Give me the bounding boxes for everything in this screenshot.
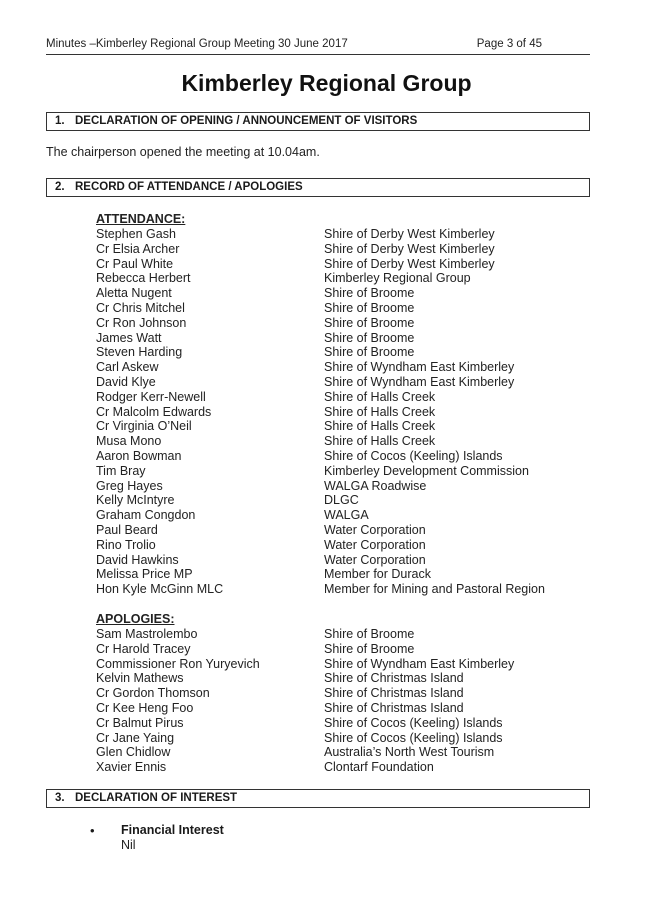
section-3-box [46,789,590,808]
person-name: Musa Mono [96,434,162,449]
attendance-row [96,227,596,242]
section-2-number: 2. [55,181,65,193]
organisation-name: Kimberley Regional Group [324,271,471,286]
bullet-icon: • [90,823,95,838]
person-name: Cr Paul White [96,256,174,271]
organisation-name: Shire of Wyndham East Kimberley [324,656,515,671]
attendance-row [96,360,596,375]
organisation-name: Shire of Christmas Island [324,700,464,715]
attendance-rows [96,227,596,597]
organisation-name: Shire of Broome [324,315,415,330]
apology-row [96,716,596,731]
person-name: Rodger Kerr-Newell [96,389,206,404]
person-name: Steven Harding [96,345,183,360]
organisation-name: Kimberley Development Commission [324,463,529,478]
organisation-name: Shire of Halls Creek [324,389,436,404]
person-name: Cr Ron Johnson [96,315,187,330]
organisation-name: Shire of Christmas Island [324,671,464,686]
apology-row [96,745,596,760]
person-name: Tim Bray [96,463,146,478]
organisation-name: Australia’s North West Tourism [324,745,495,760]
attendance-row [96,331,596,346]
attendance-row [96,286,596,301]
organisation-name: Shire of Broome [324,300,415,315]
person-name: Cr Harold Tracey [96,641,191,656]
section-1-title: DECLARATION OF OPENING / ANNOUNCEMENT OF VISITORS [75,115,418,127]
person-name: Cr Elsia Archer [96,241,180,256]
person-name: Kelly McIntyre [96,493,175,508]
person-name: Stephen Gash [96,227,176,241]
page-header [46,38,590,50]
organisation-name: Shire of Broome [324,345,415,360]
apology-row [96,731,596,746]
financial-interest-value: Nil [121,838,136,852]
person-name: Cr Kee Heng Foo [96,700,194,715]
attendance-row [96,479,596,494]
organisation-name: Shire of Broome [324,330,415,345]
attendance-row [96,345,596,360]
organisation-name: Member for Durack [324,567,431,582]
person-name: Cr Gordon Thomson [96,686,210,701]
person-name: Melissa Price MP [96,567,193,582]
header-page-number: Page 3 of 45 [476,38,542,50]
section-2-box [46,178,590,197]
attendance-row [96,271,596,286]
organisation-name: Shire of Broome [324,286,415,301]
organisation-name: Shire of Cocos (Keeling) Islands [324,448,503,463]
attendance-row [96,523,596,538]
apology-row [96,642,596,657]
section-2-title: RECORD OF ATTENDANCE / APOLOGIES [75,181,303,193]
apology-row [96,701,596,716]
organisation-name: Water Corporation [324,537,426,552]
apologies-heading: APOLOGIES: [96,612,175,626]
organisation-name: DLGC [324,493,359,508]
document-title: Kimberley Regional Group [181,70,472,96]
organisation-name: WALGA [324,508,369,523]
attendance-list [96,211,596,597]
attendance-row [96,464,596,479]
person-name: Cr Jane Yaing [96,730,175,745]
organisation-name: Shire of Derby West Kimberley [324,227,495,241]
person-name: Aaron Bowman [96,448,182,463]
financial-interest-title: Financial Interest [121,823,224,837]
organisation-name: Shire of Wyndham East Kimberley [324,360,515,375]
person-name: Greg Hayes [96,478,163,493]
attendance-row [96,390,596,405]
section-3-title: DECLARATION OF INTEREST [75,792,238,804]
person-name: Cr Chris Mitchel [96,300,185,315]
person-name: Graham Congdon [96,508,196,523]
person-name: Cr Balmut Pirus [96,715,184,730]
person-name: Sam Mastrolembo [96,627,198,641]
header-meeting-title: Minutes –Kimberley Regional Group Meeting 30 June 2017 [46,38,348,50]
person-name: David Klye [96,374,156,389]
attendance-row [96,567,596,582]
attendance-row [96,434,596,449]
organisation-name: Shire of Halls Creek [324,434,436,449]
organisation-name: Member for Mining and Pastoral Region [324,582,545,597]
person-name: David Hawkins [96,552,179,567]
person-name: Xavier Ennis [96,760,167,775]
organisation-name: Shire of Halls Creek [324,419,436,434]
section-3-number: 3. [55,792,65,804]
organisation-name: Shire of Cocos (Keeling) Islands [324,730,503,745]
organisation-name: Shire of Derby West Kimberley [324,256,495,271]
attendance-row [96,242,596,257]
person-name: Glen Chidlow [96,745,171,760]
organisation-name: Shire of Broome [324,641,415,656]
organisation-name: Shire of Halls Creek [324,404,436,419]
person-name: Rebecca Herbert [96,271,191,286]
attendance-row [96,301,596,316]
organisation-name: WALGA Roadwise [324,478,427,493]
apologies-rows [96,627,596,775]
organisation-name: Water Corporation [324,522,426,537]
apology-row [96,760,596,775]
apology-row [96,671,596,686]
organisation-name: Shire of Christmas Island [324,686,464,701]
attendance-row [96,405,596,420]
opening-statement: The chairperson opened the meeting at 10.04am. [46,145,320,159]
attendance-row [96,316,596,331]
attendance-row [96,419,596,434]
organisation-name: Shire of Wyndham East Kimberley [324,374,515,389]
attendance-row [96,553,596,568]
attendance-heading: ATTENDANCE: [96,212,186,226]
organisation-name: Shire of Cocos (Keeling) Islands [324,715,503,730]
section-1-box [46,112,590,131]
person-name: Hon Kyle McGinn MLC [96,582,224,597]
apology-row [96,657,596,672]
attendance-row [96,508,596,523]
person-name: Cr Malcolm Edwards [96,404,212,419]
section-1-number: 1. [55,115,65,127]
attendance-row [96,582,596,597]
person-name: Rino Trolio [96,537,156,552]
organisation-name: Water Corporation [324,552,426,567]
person-name: Kelvin Mathews [96,671,184,686]
attendance-row [96,257,596,272]
attendance-row [96,538,596,553]
person-name: Commissioner Ron Yuryevich [96,656,260,671]
apology-row [96,627,596,642]
person-name: Aletta Nugent [96,286,172,301]
attendance-row [96,493,596,508]
attendance-row [96,449,596,464]
organisation-name: Clontarf Foundation [324,760,434,775]
header-divider [46,54,590,55]
person-name: Cr Virginia O’Neil [96,419,192,434]
organisation-name: Shire of Derby West Kimberley [324,241,495,256]
apology-row [96,686,596,701]
apologies-list [96,611,596,775]
person-name: Carl Askew [96,360,159,375]
person-name: James Watt [96,330,162,345]
person-name: Paul Beard [96,522,158,537]
organisation-name: Shire of Broome [324,627,415,641]
attendance-row [96,375,596,390]
